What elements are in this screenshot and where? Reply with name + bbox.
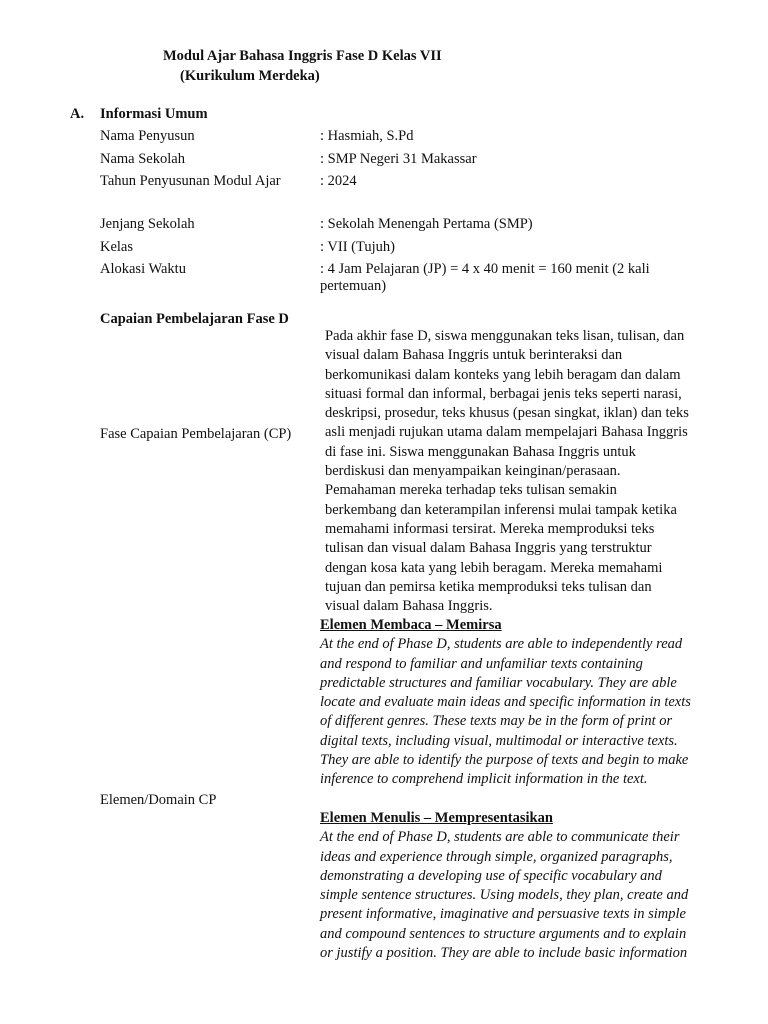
elemen-label: Elemen/Domain CP bbox=[100, 792, 217, 808]
info-label: Kelas bbox=[100, 239, 134, 255]
info-label: Nama Sekolah bbox=[100, 151, 185, 167]
elemen-line: ideas and experience through simple, organized paragraphs, bbox=[320, 848, 673, 865]
elemen-membaca bbox=[320, 616, 725, 790]
elemen-line: demonstrating a developing use of specific vocabulary and bbox=[320, 867, 662, 884]
capaian-line: Pada akhir fase D, siswa menggunakan teks lisan, tulisan, dan bbox=[325, 328, 685, 344]
capaian-line: asli menjadi rujukan utama dalam mempelajari Bahasa Inggris bbox=[325, 424, 688, 441]
elemen-membaca-body bbox=[320, 635, 725, 789]
info-value: : Hasmiah, S.Pd bbox=[320, 128, 414, 144]
capaian-line: tulisan dan visual dalam Bahasa Inggris yang terstruktur bbox=[325, 540, 652, 557]
info-value: : Sekolah Menengah Pertama (SMP) bbox=[320, 216, 533, 232]
elemen-line: and respond to familiar and unfamiliar texts containing bbox=[320, 655, 643, 672]
capaian-line: berkembang dan keterampilan inferensi mulai tampak ketika bbox=[325, 501, 677, 518]
document-subtitle: (Kurikulum Merdeka) bbox=[180, 68, 320, 84]
capaian-line: Pemahaman mereka terhadap teks tulisan semakin bbox=[325, 482, 617, 499]
capaian-text bbox=[325, 327, 725, 616]
elemen-membaca-heading: Elemen Membaca – Memirsa bbox=[320, 617, 502, 633]
capaian-line: visual dalam Bahasa Inggris. bbox=[325, 598, 493, 615]
elemen-line: digital texts, including visual, multimodal or interactive texts. bbox=[320, 732, 678, 749]
elemen-line: or justify a position. They are able to include basic information bbox=[320, 945, 688, 962]
info-label: Tahun Penyusunan Modul Ajar bbox=[100, 173, 281, 189]
info-value: : VII (Tujuh) bbox=[320, 239, 395, 255]
elemen-line: simple sentence structures. Using models, they plan, create and bbox=[320, 887, 689, 904]
info-label: Nama Penyusun bbox=[100, 128, 195, 144]
info-value: : 4 Jam Pelajaran (JP) = 4 x 40 menit = 160 menit (2 kali pertemuan) bbox=[320, 261, 650, 294]
info-value: : SMP Negeri 31 Makassar bbox=[320, 151, 477, 167]
elemen-line: locate and evaluate main ideas and specific information in texts bbox=[320, 694, 691, 711]
section-letter: A. bbox=[70, 106, 85, 122]
capaian-label: Fase Capaian Pembelajaran (CP) bbox=[100, 426, 292, 442]
elemen-line: of different genres. These texts may be in the form of print or bbox=[320, 713, 673, 730]
elemen-line: present informative, imaginative and persuasive texts in simple bbox=[320, 906, 686, 923]
elemen-line: predictable structures and familiar vocabulary. They are able bbox=[320, 674, 677, 691]
capaian-line: berdiskusi dan menyampaikan keinginan/perasaan. bbox=[325, 463, 621, 480]
elemen-line: and compound sentences to structure arguments and to explain bbox=[320, 925, 687, 942]
capaian-line: di fase ini. Siswa menggunakan Bahasa Inggris untuk bbox=[325, 443, 636, 460]
capaian-line: memahami informasi tersirat. Mereka memproduksi teks bbox=[325, 520, 655, 537]
capaian-line: berkomunikasi dalam konteks yang lebih beragam dan dalam bbox=[325, 366, 681, 383]
elemen-menulis-heading: Elemen Menulis – Mempresentasikan bbox=[320, 810, 553, 826]
info-label: Jenjang Sekolah bbox=[100, 216, 195, 232]
elemen-line: inference to comprehend implicit information in the text. bbox=[320, 771, 648, 788]
capaian-line: visual dalam Bahasa Inggris untuk berinteraksi dan bbox=[325, 347, 623, 364]
elemen-line: They are able to identify the purpose of texts and begin to make bbox=[320, 752, 689, 769]
capaian-line: situasi formal dan informal, berbagai jenis teks seperti narasi, bbox=[325, 385, 682, 402]
document-title: Modul Ajar Bahasa Inggris Fase D Kelas VII bbox=[163, 48, 442, 64]
elemen-menulis-body bbox=[320, 828, 725, 963]
section-heading: Informasi Umum bbox=[100, 106, 208, 122]
elemen-line: At the end of Phase D, students are able to independently read bbox=[320, 636, 683, 653]
info-label: Alokasi Waktu bbox=[100, 261, 186, 277]
capaian-heading: Capaian Pembelajaran Fase D bbox=[100, 311, 289, 327]
capaian-line: tujuan dan pemirsa ketika memproduksi teks tulisan dan bbox=[325, 578, 652, 595]
capaian-line: dengan kosa kata yang lebih beragam. Mereka memahami bbox=[325, 559, 663, 576]
elemen-menulis bbox=[320, 809, 725, 963]
elemen-line: At the end of Phase D, students are able to communicate their bbox=[320, 829, 680, 846]
info-value: : 2024 bbox=[320, 173, 357, 189]
capaian-line: deskripsi, prosedur, teks khusus (pesan singkat, iklan) dan teks bbox=[325, 405, 689, 422]
